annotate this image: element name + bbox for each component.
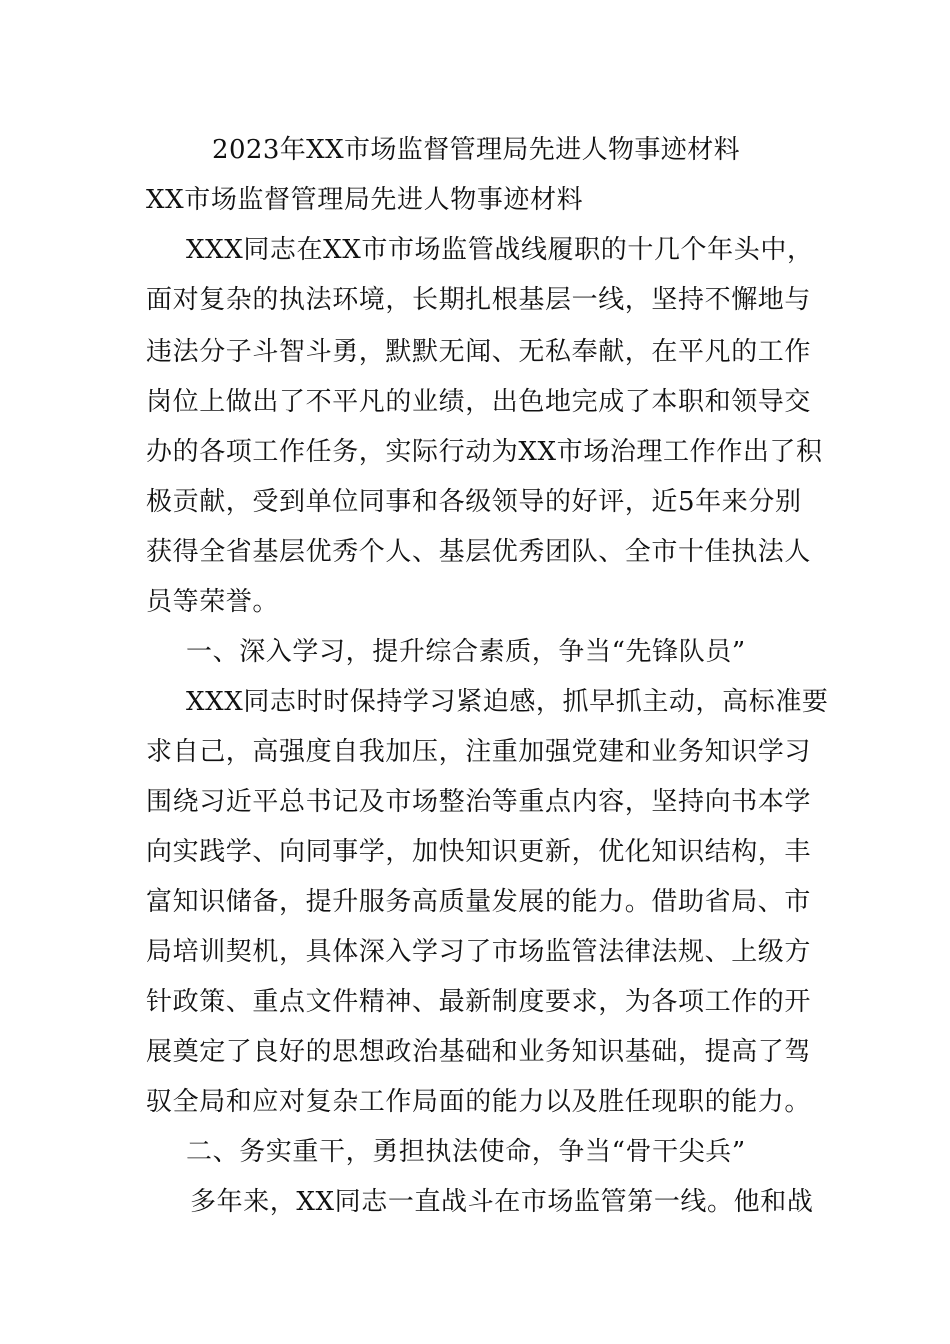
paragraph-line: 求自己，高强度自我加压，注重加强党建和业务知识学习: [146, 737, 812, 767]
paragraph-line: 围绕习近平总书记及市场整治等重点内容，坚持向书本学: [146, 787, 812, 817]
paragraph-line: 员等荣誉。: [146, 587, 280, 617]
paragraph-line: XXX同志在XX市市场监管战线履职的十几个年头中，: [186, 235, 814, 265]
section-heading-1: 一、深入学习，提升综合素质，争当“先锋队员”: [186, 637, 746, 667]
paragraph-line: 向实践学、向同事学，加快知识更新，优化知识结构，丰: [146, 837, 812, 867]
document-title: 2023年XX市场监督管理局先进人物事迹材料: [212, 135, 740, 165]
paragraph-line: 针政策、重点文件精神、最新制度要求，为各项工作的开: [146, 987, 812, 1017]
paragraph-line: 岗位上做出了不平凡的业绩，出色地完成了本职和领导交: [146, 387, 812, 417]
document-subtitle: XX市场监督管理局先进人物事迹材料: [146, 185, 584, 215]
paragraph-line: 获得全省基层优秀个人、基层优秀团队、全市十佳执法人: [146, 537, 812, 567]
paragraph-line: 多年来，XX同志一直战斗在市场监管第一线。他和战: [190, 1187, 814, 1217]
section-heading-2: 二、务实重干，勇担执法使命，争当“骨干尖兵”: [186, 1137, 746, 1167]
paragraph-line: XXX同志时时保持学习紧迫感，抓早抓主动，高标准要: [186, 687, 829, 717]
paragraph-line: 办的各项工作任务，实际行动为XX市场治理工作作出了积: [146, 437, 823, 467]
paragraph-line: 驭全局和应对复杂工作局面的能力以及胜任现职的能力。: [146, 1087, 812, 1117]
paragraph-line: 面对复杂的执法环境，长期扎根基层一线，坚持不懈地与: [146, 285, 812, 315]
paragraph-line: 展奠定了良好的思想政治基础和业务知识基础，提高了驾: [146, 1037, 812, 1067]
paragraph-line: 富知识储备，提升服务高质量发展的能力。借助省局、市: [146, 887, 812, 917]
paragraph-line: 局培训契机，具体深入学习了市场监管法律法规、上级方: [146, 937, 812, 967]
paragraph-line: 极贡献，受到单位同事和各级领导的好评，近5年来分别: [146, 487, 802, 517]
paragraph-line: 违法分子斗智斗勇，默默无闻、无私奉献，在平凡的工作: [146, 337, 812, 367]
